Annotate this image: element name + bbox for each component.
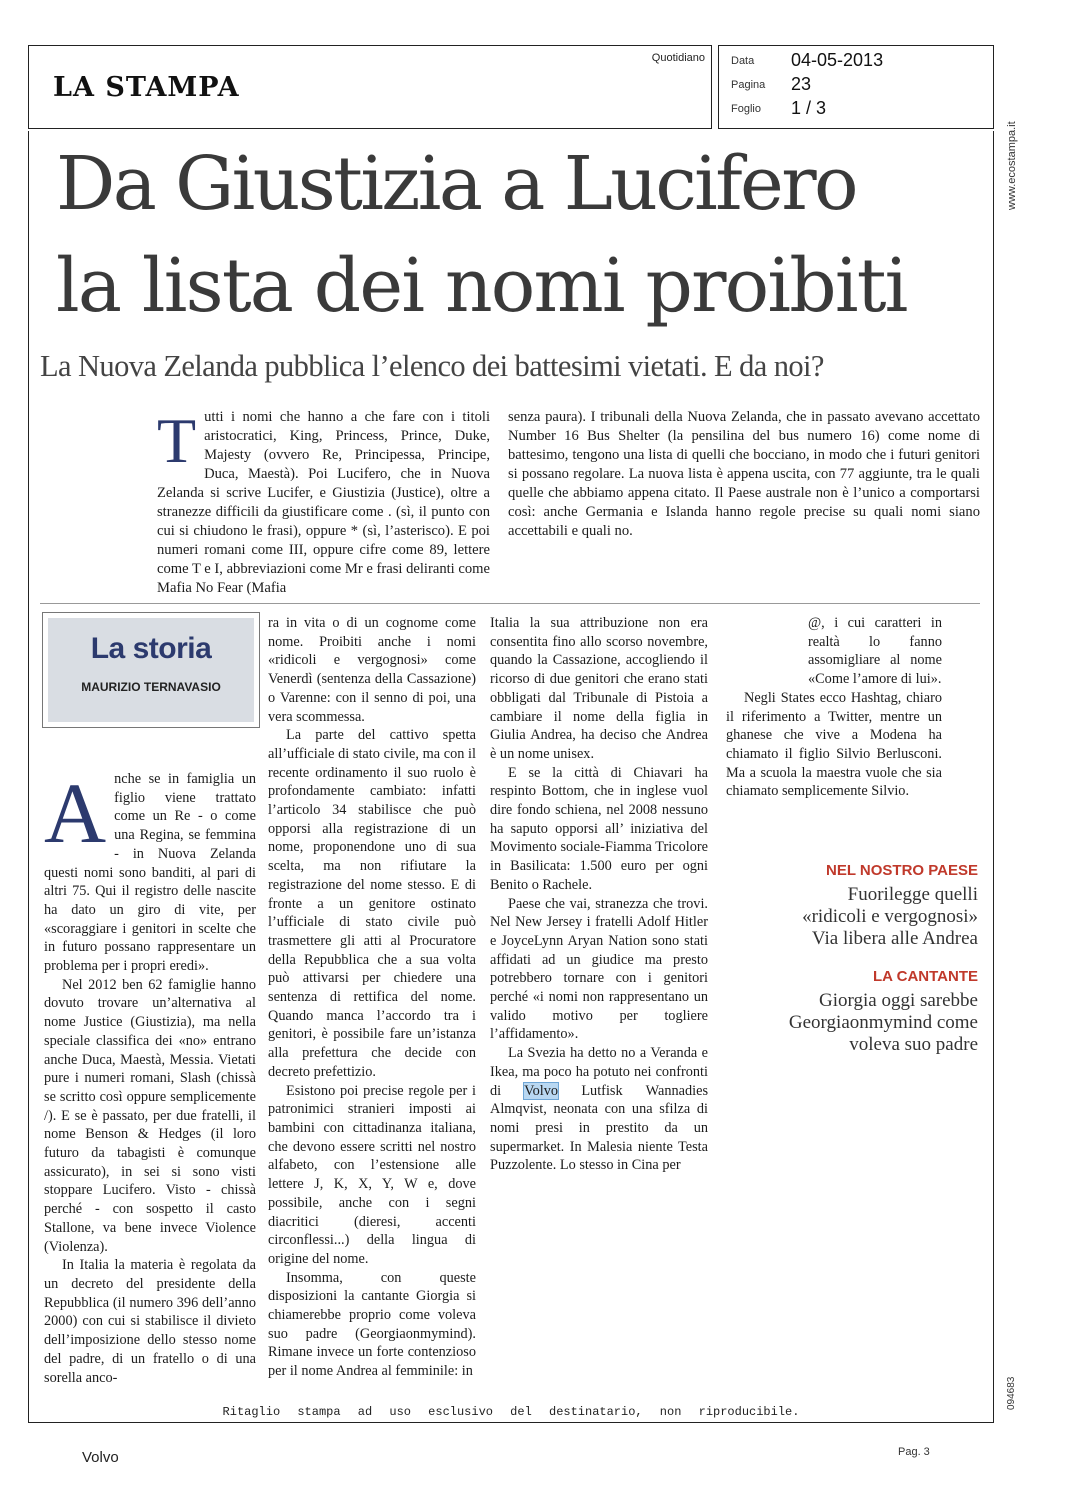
highlighted-keyword: Volvo <box>524 1082 559 1099</box>
body-c2-p3: Esistono poi precise regole per i patronimici stranieri imposti ai bambini con cittadinanza italiana, che devono essere scritti nel nostro alfabeto, con l’estensione alle lettere J, K, X, Y, W e, dove possibile, anche con i segni diacritici (dieresi, accenti circonflessi...) della lingua di origine del nome. <box>268 1082 476 1267</box>
reproduction-notice: Ritaglio stampa ad uso esclusivo del destinatario, non riproducibile. <box>222 1405 800 1419</box>
body-c3-p2: E se la città di Chiavari ha respinto Bottom, che in inglese vuol dire fondo schiena, nel 2008 nessuno ha saputo opporsi all’ iniziativa del Movimento sociale-Fiamma Tricolore in Basilicata: 1.500 euro per ogni Benito o Rachele. <box>490 764 708 893</box>
body-c1-p1: Anche se in famiglia un figlio viene trattato come un Re - o come una Regina, se femmina - in Nuova Zelanda questi nomi sono banditi, al pari di altri 75. Qui il registro delle nascite ha dato un giro di vite, per «scoraggiare i genitori in scelte che in futuro possano rappresentare un problema per i propri eredi». <box>44 765 256 975</box>
masthead-box <box>28 45 712 129</box>
meta-value-page: 23 <box>791 74 812 94</box>
meta-value-sheet: 1 / 3 <box>791 98 827 118</box>
story-box <box>42 612 260 728</box>
intro-text-left: utti i nomi che hanno a che fare con i titoli aristocratici, King, Princess, Prince, Duke, Majesty (ovvero Re, Principessa, Principe, Duca, Maestà). Poi Lucifero, che in Nuova Zelanda si scrive Lucifer, e Giustizia (Justice), oltre a stranezze difficili da giustificare come . (sì, il punto con cui si chiudono le frasi), oppure * (sì, l’asterisco). E poi numeri romani come III, oppure cifre come 89, lettere come T e I, abbreviazioni come Mr e frasi deliranti come Mafia No Fear (Mafia <box>157 409 490 596</box>
body-column-2 <box>268 614 476 1381</box>
headline-line2: la lista dei nomi proibiti <box>56 243 907 329</box>
meta-label-date: Data <box>731 55 755 67</box>
callout-label-country: NEL NOSTRO PAESE <box>826 862 978 879</box>
story-box-inner <box>48 618 254 722</box>
story-box-title: La storia <box>90 632 212 665</box>
callout-label-singer: LA CANTANTE <box>873 968 978 985</box>
headline-line1: Da Giustizia a Lucifero <box>56 141 856 227</box>
meta-value-date: 04-05-2013 <box>791 50 884 70</box>
body-c4-p2: Negli States ecco Hashtag, chiaro il riferimento a Twitter, mentre un ghanese che vive a Modena ha chiamato il figlio Silvio Berlusconi. Ma a scuola la maestra vuole che sia chiamato semplicemente Silvio. <box>726 689 942 800</box>
body-column-1 <box>44 765 256 1387</box>
intro-text-right: senza paura). I tribunali della Nuova Zelanda, che in passato avevano accettato Number 16 Bus Shelter (la pensilina del bus numero 16) come nome di battesimo, tengono una lista di quelli che bocciano, in modo che i futuri genitori si possano regolare. La nuova lista è appena uscita, con 77 aggiunte, tra le quali quelle che abbiamo appena citato. Il Paese australe non è l’unico a comportarsi così: anche Germania e Islanda hanno regole precise su quali nomi siano accettabili e quali no. <box>508 409 980 539</box>
body-c4-p1: @, i cui caratteri in realtà lo fanno assomigliare al nome «Come l’amore di lui». <box>808 615 942 688</box>
meta-label-sheet: Foglio <box>731 103 761 115</box>
body-c2-p4: Insomma, con queste disposizioni la cantante Giorgia si chiamerebbe proprio come voleva suo padre (Georgiaonmymind). Rimane invece un forte contenzioso per il nome Andrea al femminile: in <box>268 1269 476 1380</box>
footer-page-number: Pag. 3 <box>898 1446 930 1458</box>
publication-type: Quotidiano <box>651 52 705 64</box>
callout-text-country: Fuorilegge quelli «ridicoli e vergognosi» Via libera alle Andrea <box>802 884 978 949</box>
body-c3-p1: Italia la sua attribuzione non era consentita fino allo scorso novembre, quando la Cassazione, accogliendo il ricorso di due genitori che erano stati obbligati dal Tribunale di Pistoia a cambiare il nome della figlia in Giulia Andrea, ha deciso che Andrea è un nome unisex. <box>490 615 708 762</box>
subheadline: La Nuova Zelanda pubblica l’elenco dei battesimi vietati. E da noi? <box>40 349 824 383</box>
intro-column-left <box>157 405 490 598</box>
meta-label-page: Pagina <box>731 79 766 91</box>
footer-keyword: Volvo <box>82 1449 119 1466</box>
body-c1-p3: In Italia la materia è regolata da un decreto del presidente della Repubblica (il numero 396 dell’anno 2000) con cui si stabilisce il divieto dell’imposizione dello stesso nome del padre, di un fratello o di una sorella anco- <box>44 1257 256 1386</box>
clip-code: 094683 <box>1006 1376 1017 1410</box>
intro-dropcap: T <box>157 405 197 476</box>
intro-column-right <box>508 408 980 541</box>
body-column-4 <box>726 614 942 801</box>
body-column-3 <box>490 614 708 1175</box>
body-c3-p3: Paese che vai, stranezza che trovi. Nel New Jersey i fratelli Adolf Hitler e JoyceLynn Aryan Nation sono stati affidati ad un giudice ma presto potrebbero tornare con i genitori perché «i nomi non rappresentano un valido motivo per togliere l’affidamento». <box>490 895 708 1043</box>
intro-divider <box>40 603 980 604</box>
story-box-author: MAURIZIO TERNAVASIO <box>81 680 221 694</box>
body-c1-p2: Nel 2012 ben 62 famiglie hanno dovuto trovare un’alternativa al nome Justice (Giustizia), ma nella speciale classifica dei «no» entrano anche Duca, Maestà, Messia. Vietati pure i numeri romani, Slash (chissà se scritto così oppure semplicemente /). E se è passato, per due fratelli, il nome Benson & Hedges (il loro futuro da tabagisti è comunque assicurato), in sei si sono visti stoppare Lucifero. Visto - chissà perché - con sospetto il casto Stallone, va bene invece Violence (Violenza). <box>44 976 256 1255</box>
body-c2-p2: La parte del cattivo spetta all’ufficiale di stato civile, ma con il recente ordinamento il suo ruolo è profondamente cambiato: infatti l’articolo 34 stabilisce che può opporsi alla registrazione di un nome, proponendone uno di sua scelta, ma non rifiutare la registrazione del nome stesso. E di fronte a un genitore ostinato l’ufficiale di stato civile può trasmettere gli atti al Procuratore della Repubblica che a sua volta può attivarsi per chiedere una sentenza di rettifica del nome. Quando manca l’accordo tra i genitori, è possibile fare un’istanza alla prefettura che decide con decreto prefettizio. <box>268 727 476 1080</box>
masthead-logo: LA STAMPA <box>53 72 240 103</box>
meta-box <box>718 45 994 129</box>
body-dropcap: A <box>44 765 107 861</box>
body-c3-p4: La Svezia ha detto no a Veranda e Ikea, ma poco ha potuto nei confronti di Volvo Lutfisk Wannadies Almqvist, neonata con una sfilza di nomi presi in prestito da un supermarket. In Malesia niente Testa Puzzolente. Lo stesso in Cina per <box>490 1045 709 1174</box>
callout-text-singer: Giorgia oggi sarebbe Georgiaonmymind come voleva suo padre <box>788 990 978 1055</box>
body-c2-p1: ra in vita o di un cognome come nome. Proibiti anche i nomi «ridicoli e vergognosi» come Venerdì (sentenza della Cassazione) o Varenne: con il senno di poi, una vera scommessa. <box>268 615 476 725</box>
site-watermark: www.ecostampa.it <box>1006 121 1018 210</box>
